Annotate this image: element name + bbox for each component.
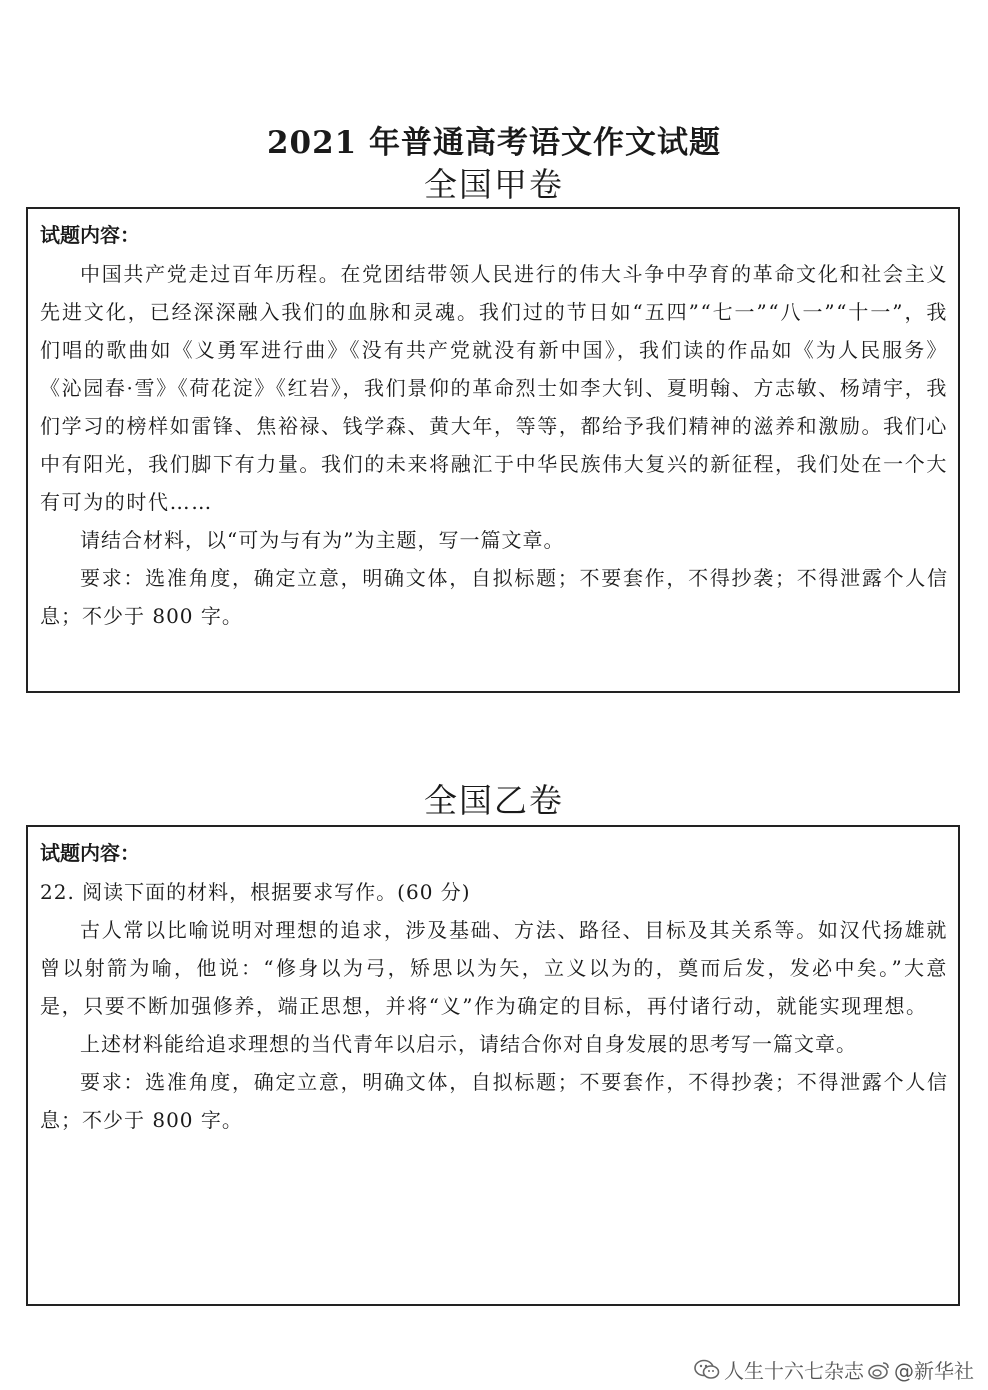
task-paragraph: 请结合材料，以“可为与有为”为主题，写一篇文章。 [80,528,565,552]
material-paragraph: 古人常以比喻说明对理想的追求，涉及基础、方法、路径、目标及其关系等。如汉代扬雄就曾以射箭为喻，他说：“修身以为弓，矫思以为矢，立义以为的，奠而后发，发必中矣。”大意是，只要不断加强修养，端正思想，并将“义”作为确定的目标，再付诸行动，就能实现理想。 [40,918,948,1018]
weibo-icon [868,1360,890,1380]
content-label: 试题内容： [40,223,140,247]
document-title: 2021 年普通高考语文作文试题 [266,125,722,161]
question-box-yi [26,825,960,1306]
question-box-jia [26,207,960,693]
wechat-account: 人生十六七杂志 [724,1359,864,1383]
task-paragraph: 上述材料能给追求理想的当代青年以启示，请结合你对自身发展的思考写一篇文章。 [80,1032,857,1056]
requirements-paragraph: 要求：选准角度，确定立意，明确文体，自拟标题；不要套作，不得抄袭；不得泄露个人信息；不少于 800 字。 [40,566,948,628]
paper-title-jia: 全国甲卷 [424,165,564,204]
content-label: 试题内容： [40,841,140,865]
question-line: 22. 阅读下面的材料，根据要求写作。(60 分) [40,880,471,904]
weibo-account: @新华社 [894,1359,974,1383]
material-paragraph: 中国共产党走过百年历程。在党团结带领人民进行的伟大斗争中孕育的革命文化和社会主义先进文化，已经深深融入我们的血脉和灵魂。我们过的节日如“五四”“七一”“八一”“十一”，我们唱的歌曲如《义勇军进行曲》《没有共产党就没有新中国》，我们读的作品如《为人民服务》《沁园春·雪》《荷花淀》《红岩》，我们景仰的革命烈士如李大钊、夏明翰、方志敏、杨靖宇，我们学习的榜样如雷锋、焦裕禄、钱学森、黄大年，等等，都给予我们精神的滋养和激励。我们心中有阳光，我们脚下有力量。我们的未来将融汇于中华民族伟大复兴的新征程，我们处在一个大有可为的时代…… [40,262,948,514]
requirements-paragraph: 要求：选准角度，确定立意，明确文体，自拟标题；不要套作，不得抄袭；不得泄露个人信息；不少于 800 字。 [40,1070,948,1132]
watermark [694,1355,974,1384]
paper-title-yi: 全国乙卷 [424,781,564,820]
wechat-icon [694,1359,720,1381]
